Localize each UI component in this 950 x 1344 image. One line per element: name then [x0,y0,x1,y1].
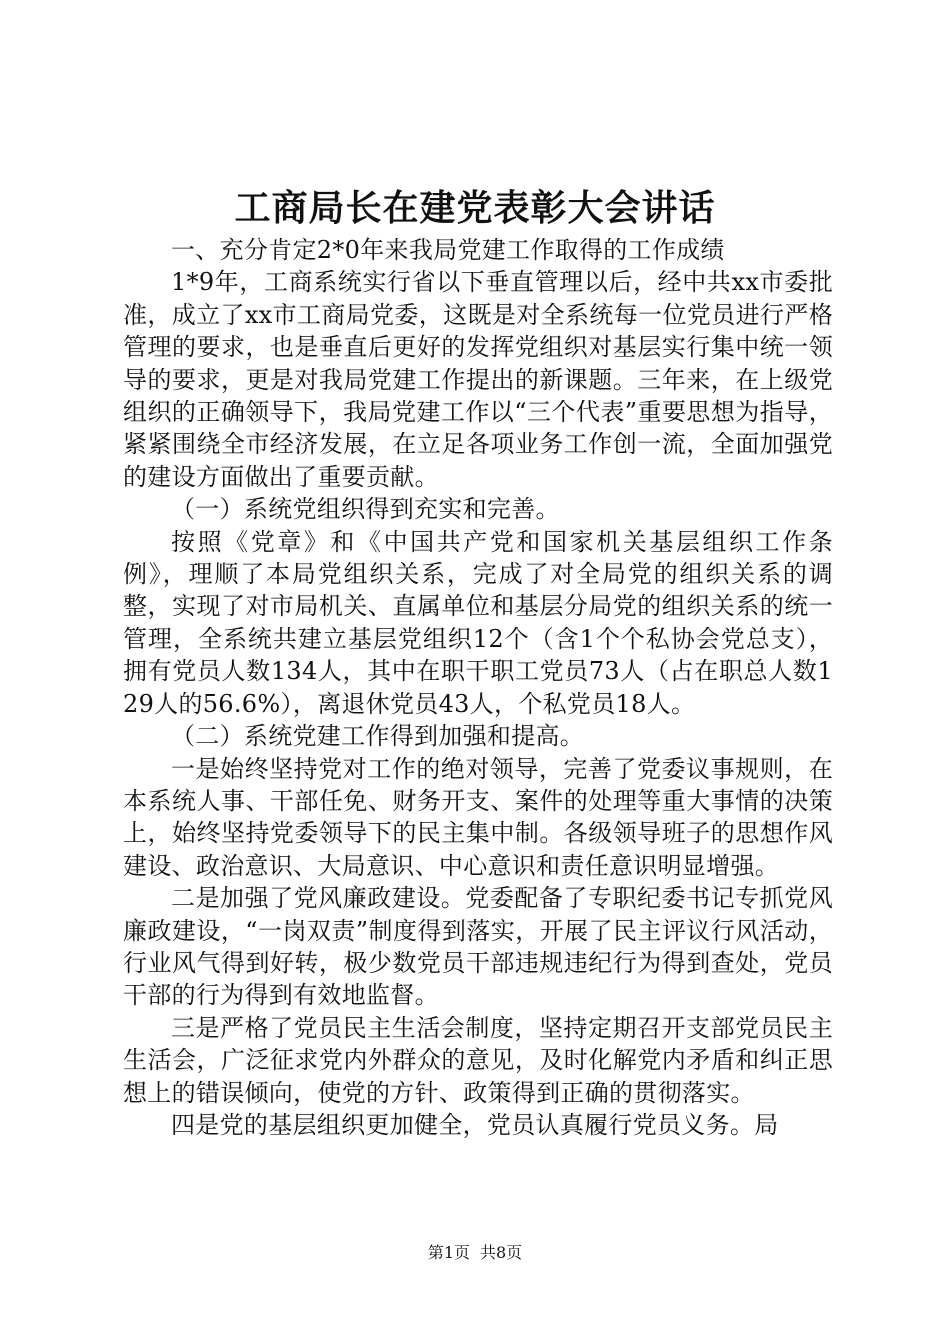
page-number: 第1页 [427,1243,470,1262]
document-body [123,234,833,1141]
body-paragraph: 四是党的基层组织更加健全，党员认真履行党员义务。局 [171,1110,779,1139]
page-total: 共8页 [480,1243,523,1262]
subsection-heading: （二）系统党建工作得到加强和提高。 [171,722,585,751]
section-heading: 一、充分肯定2*0年来我局党建工作取得的工作成绩 [171,236,725,264]
document-title: 工商局长在建党表彰大会讲话 [234,187,716,229]
body-paragraph: 三是严格了党员民主生活会制度，坚持定期召开支部党员民主生活会，广泛征求党内外群众的意见，及时化解党内矛盾和纠正思想上的错误倾向，使党的方针、政策得到正确的贯彻落实。 [123,1013,833,1107]
body-paragraph: 1*9年，工商系统实行省以下垂直管理以后，经中共xx市委批准，成立了xx市工商局党委，这既是对全系统每一位党员进行严格管理的要求，也是垂直后更好的发挥党组织对基层实行集中统一领导的要求，更是对我局党建工作提出的新课题。三年来，在上级党组织的正确领导下，我局党建工作以“三个代表”重要思想为指导，紧紧围绕全市经济发展，在立足各项业务工作创一流，全面加强党的建设方面做出了重要贡献。 [123,268,833,491]
body-paragraph: 按照《党章》和《中国共产党和国家机关基层组织工作条例》，理顺了本局党组织关系，完成了对全局党的组织关系的调整，实现了对市局机关、直属单位和基层分局党的组织关系的统一管理，全系统共建立基层党组织12个（含1个个私协会党总支），拥有党员人数134人，其中在职干职工党员73人（占在职总人数129人的56.6%），离退休党员43人，个私党员18人。 [123,527,833,718]
body-paragraph: 二是加强了党风廉政建设。党委配备了专职纪委书记专抓党风廉政建设，“一岗双责”制度得到落实，开展了民主评议行风活动，行业风气得到好转，极少数党员干部违规违纪行为得到查处，党员干部的行为得到有效地监督。 [123,884,833,1010]
subsection-heading: （一）系统党组织得到充实和完善。 [171,495,560,524]
page-footer [0,1243,950,1263]
body-paragraph: 一是始终坚持党对工作的绝对领导，完善了党委议事规则，在本系统人事、干部任免、财务开支、案件的处理等重大事情的决策上，始终坚持党委领导下的民主集中制。各级领导班子的思想作风建设、政治意识、大局意识、中心意识和责任意识明显增强。 [123,754,833,880]
